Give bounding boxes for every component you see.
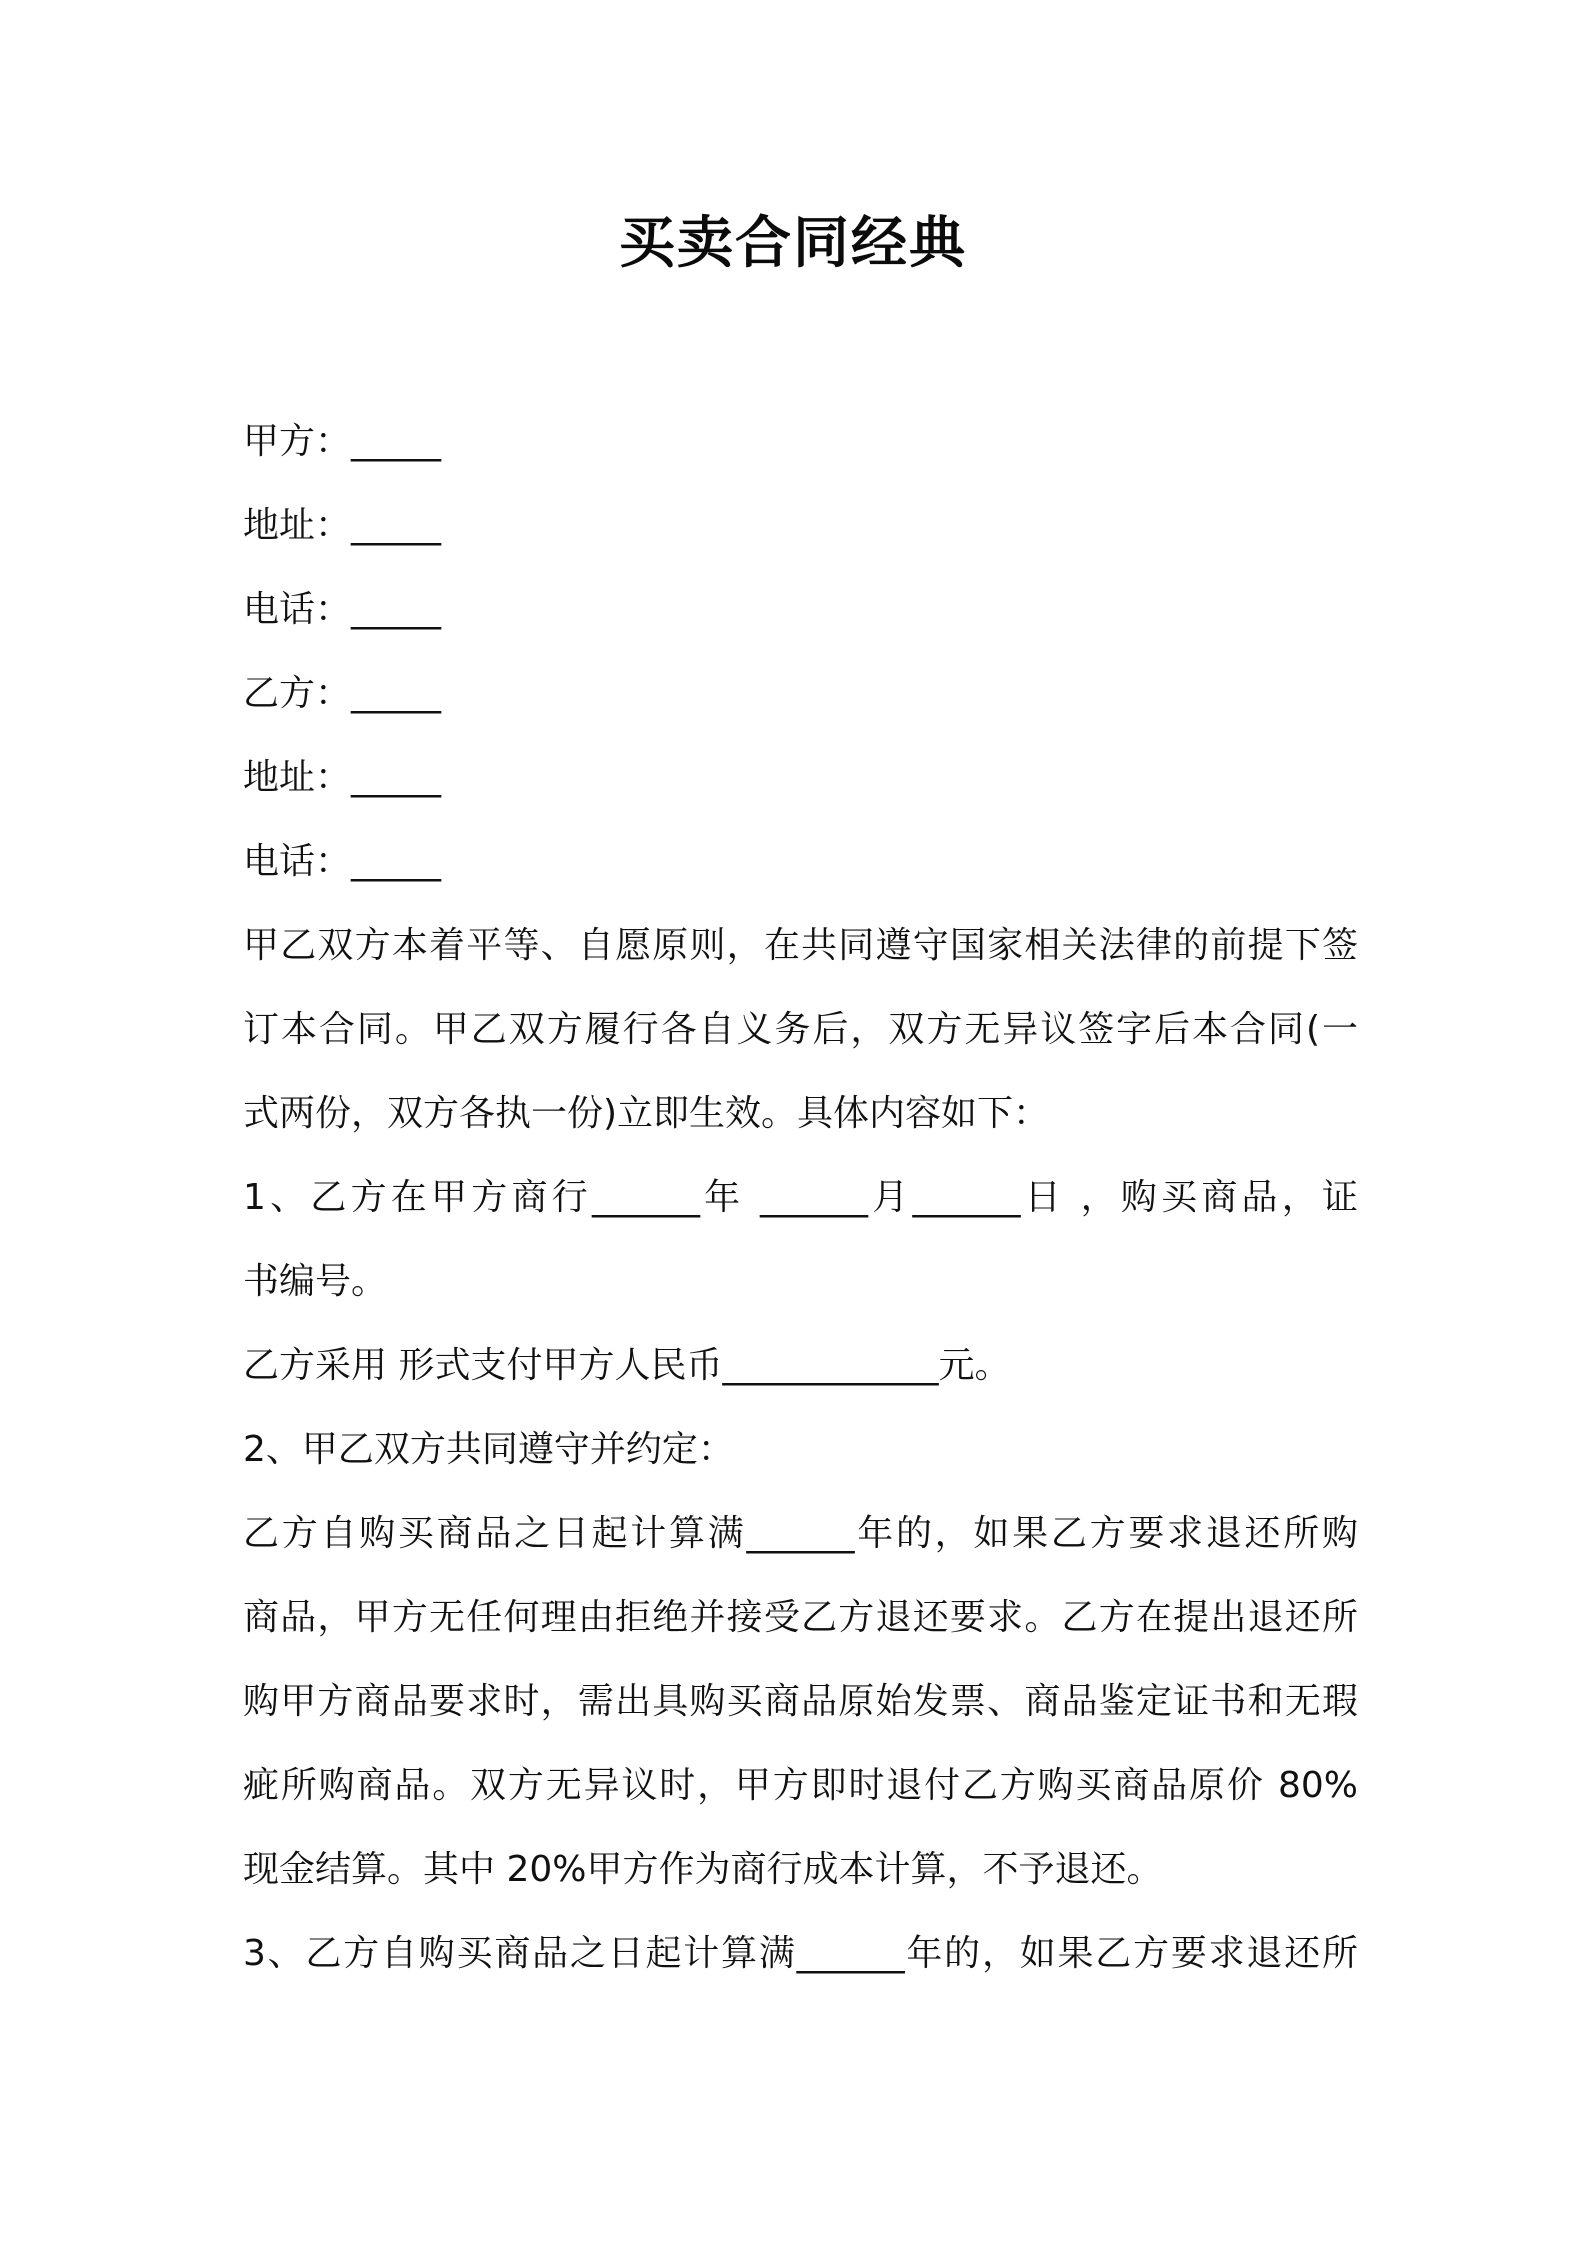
clause-2-line: 疵所购商品。双方无异议时，甲方即时退付乙方购买商品原价 80% [243, 1765, 1358, 1806]
clause-1-line: 1、乙方在甲方商行______年 ______月______日 ，购买商品，证 [243, 1177, 1358, 1218]
clause-3-line: 3、乙方自购买商品之日起计算满______年的，如果乙方要求退还所 [243, 1933, 1358, 1974]
clause-2-line: 乙方自购买商品之日起计算满______年的，如果乙方要求退还所购 [243, 1513, 1358, 1554]
clause-1-line: 书编号。 [243, 1261, 388, 1302]
document-title: 买卖合同经典 [619, 211, 967, 276]
clause-2-line: 现金结算。其中 20%甲方作为商行成本计算，不予退还。 [243, 1849, 1163, 1890]
clause-2-heading: 2、甲乙双方共同遵守并约定： [243, 1429, 734, 1470]
clause-2-line: 购甲方商品要求时，需出具购买商品原始发票、商品鉴定证书和无瑕 [243, 1681, 1358, 1722]
party-a-phone-field: 电话：_____ [243, 589, 442, 630]
clause-2-line: 商品，甲方无任何理由拒绝并接受乙方退还要求。乙方在提出退还所 [243, 1597, 1358, 1638]
payment-line: 乙方采用 形式支付甲方人民币____________元。 [243, 1345, 1011, 1386]
party-a-field: 甲方：_____ [243, 421, 442, 462]
party-b-phone-field: 电话：_____ [243, 841, 442, 882]
contract-body [243, 400, 1358, 1996]
intro-paragraph-line: 订本合同。甲乙双方履行各自义务后，双方无异议签字后本合同(一 [243, 1009, 1358, 1050]
intro-paragraph-line: 甲乙双方本着平等、自愿原则，在共同遵守国家相关法律的前提下签 [243, 925, 1358, 966]
party-b-address-field: 地址：_____ [243, 757, 442, 798]
party-b-field: 乙方：_____ [243, 673, 442, 714]
party-a-address-field: 地址：_____ [243, 505, 442, 546]
intro-paragraph-line: 式两份，双方各执一份)立即生效。具体内容如下： [243, 1093, 1050, 1134]
